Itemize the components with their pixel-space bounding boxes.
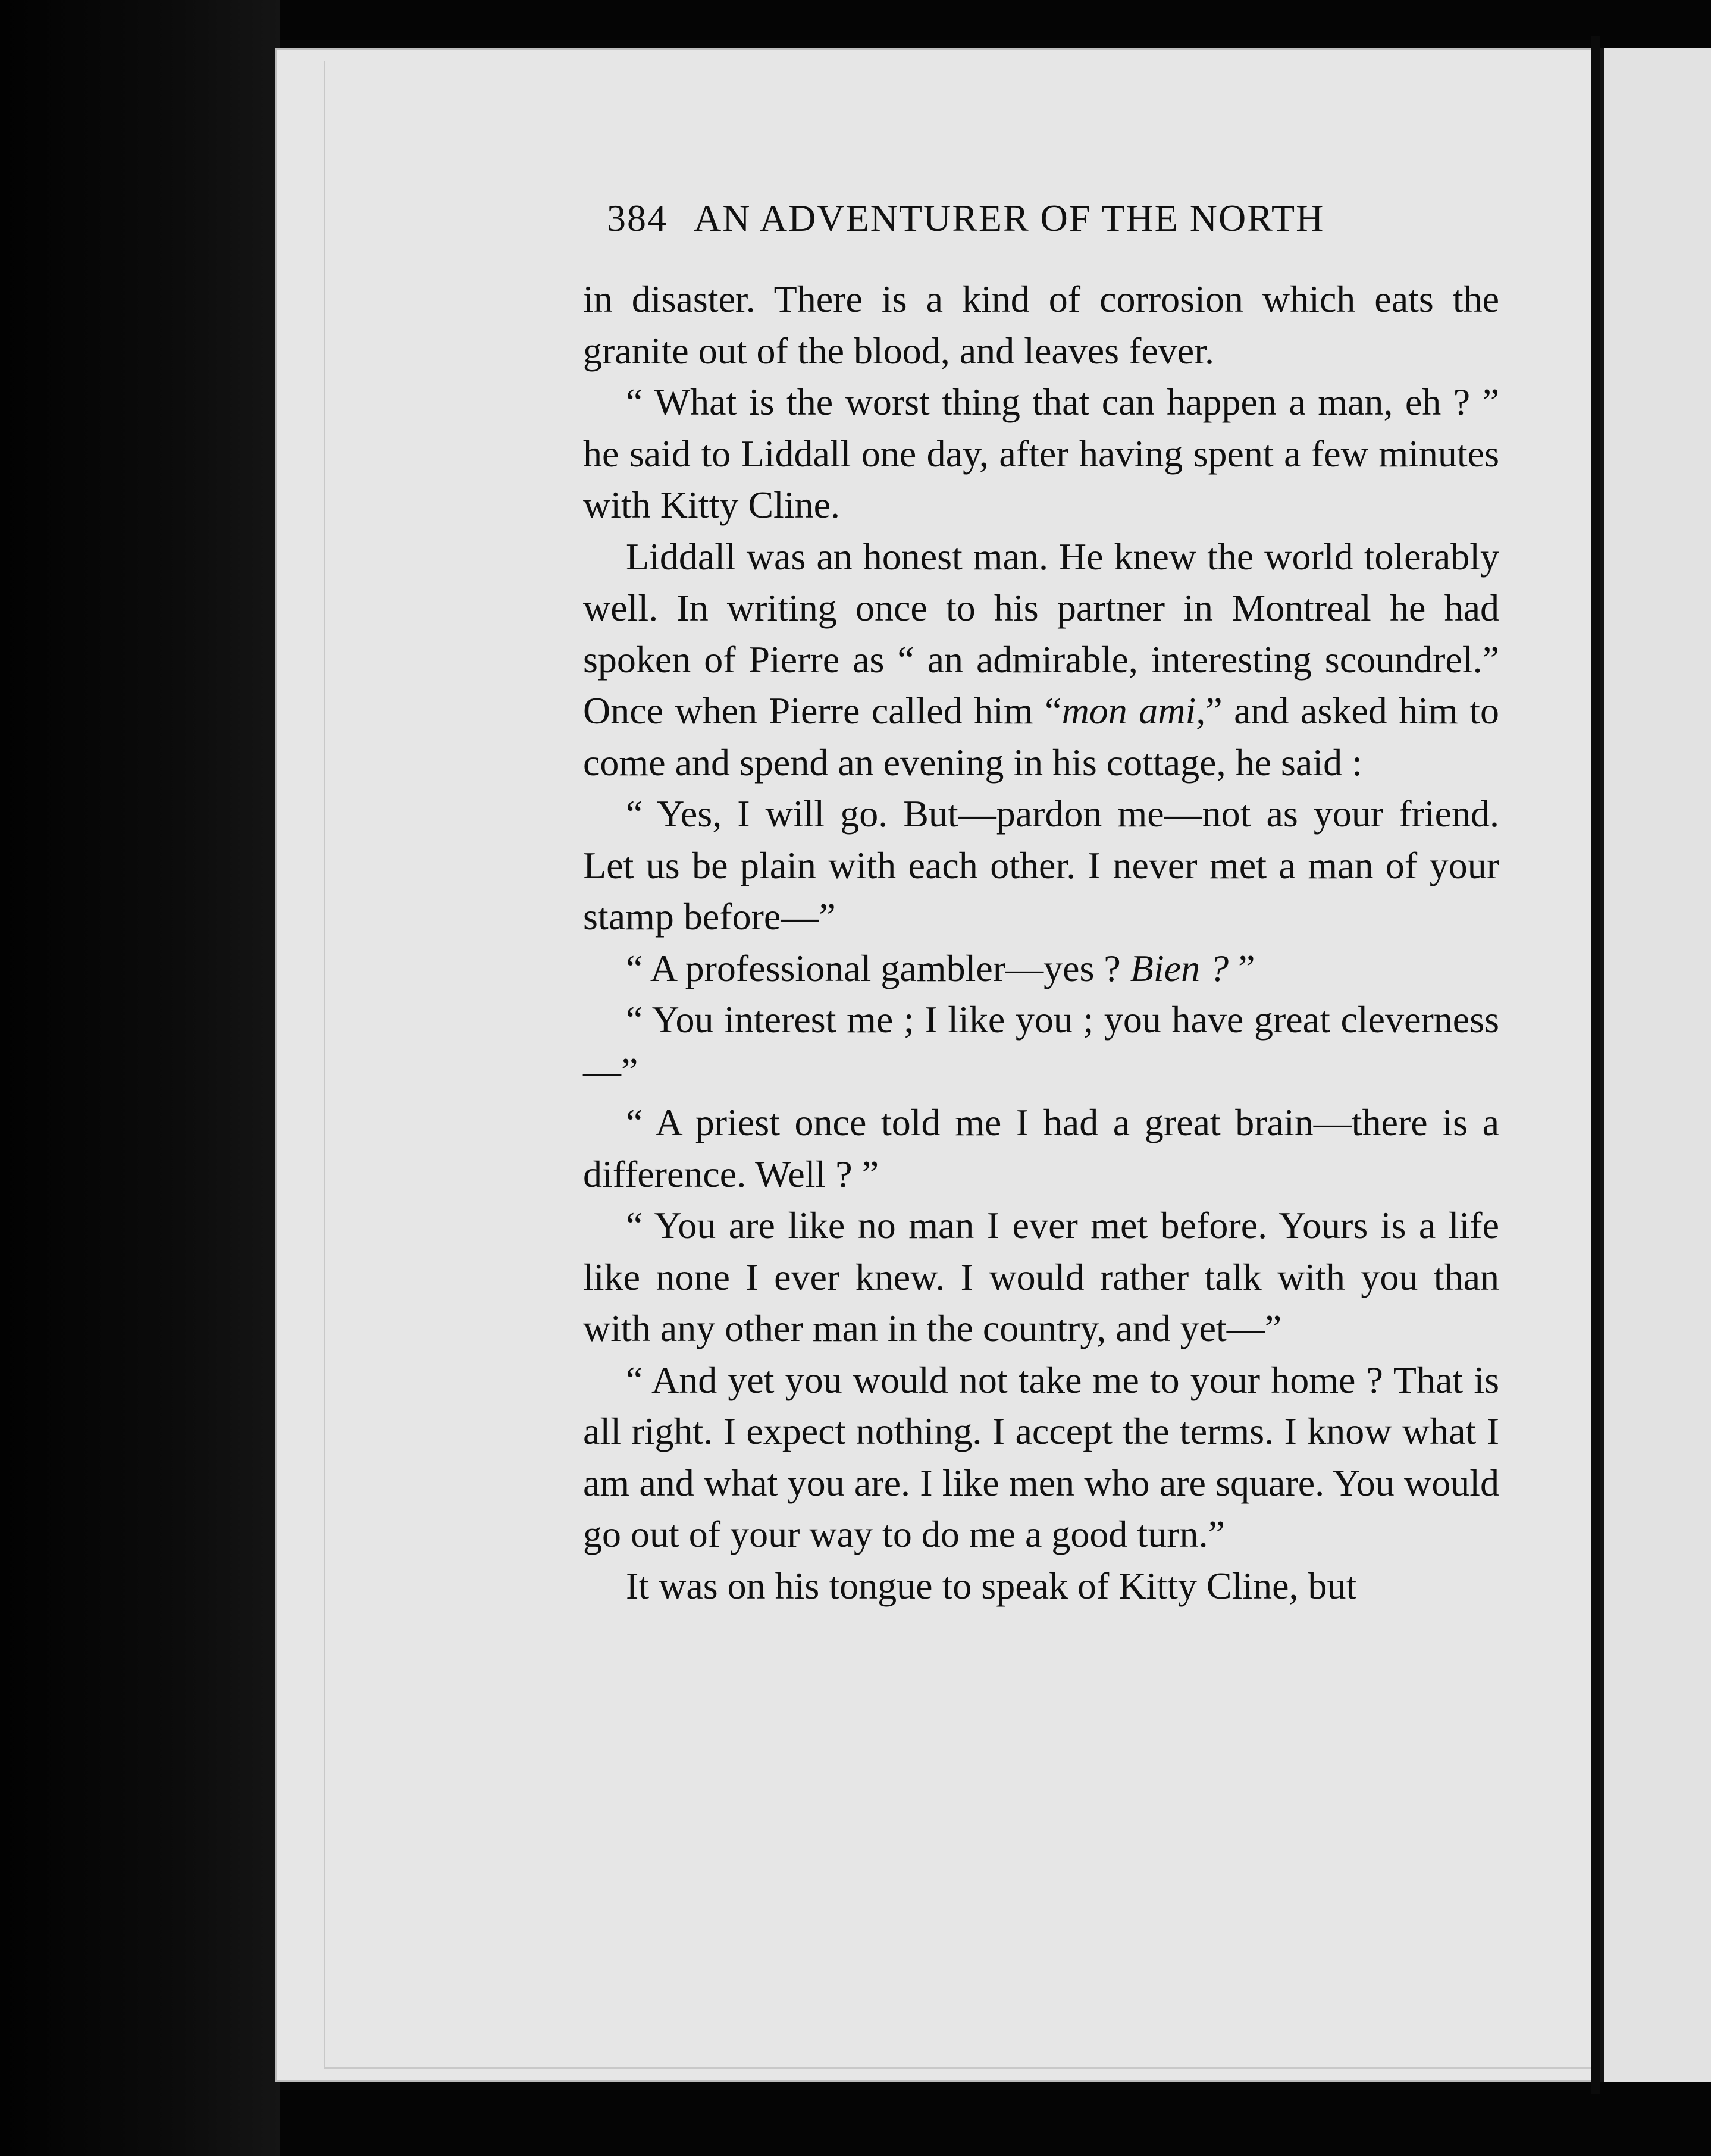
page-number: 384 <box>607 197 668 239</box>
paragraph: “ You are like no man I ever met before. Yours is a life like none I ever knew. I would rather talk with you than with any other man in the country, and yet—” <box>583 1204 1499 1349</box>
paragraph: in disaster. There is a kind of corrosion which eats the granite out of the blood, and leaves fever. <box>583 278 1499 372</box>
paragraph: “ What is the worst thing that can happen a man, eh ? ” he said to Liddall one day, after having spent a few minutes with Kitty Cline. <box>583 381 1499 526</box>
paragraph: “ A professional gambler—yes ? Bien ? ” <box>626 947 1255 989</box>
paragraph: “ A priest once told me I had a great brain—there is a difference. Well ? ” <box>583 1101 1499 1195</box>
scan-background <box>0 0 280 2156</box>
italic-phrase: Bien ? <box>1130 947 1229 989</box>
paragraph: “ And yet you would not take me to your home ? That is all right. I expect nothing. I accept the terms. I know what I am and what you are. I like men who are square. You would go out of your way to do me a good turn.” <box>583 1358 1499 1555</box>
running-header <box>607 196 1416 250</box>
page-gutter <box>1591 36 1600 2094</box>
adjacent-page-edge <box>1600 48 1711 2082</box>
body-text <box>583 274 1499 1612</box>
paragraph: “ Yes, I will go. But—pardon me—not as your friend. Let us be plain with each other. I never met a man of your stamp before—” <box>583 792 1499 938</box>
italic-phrase: mon ami, <box>1061 690 1206 732</box>
paragraph: “ You interest me ; I like you ; you have great cleverness—” <box>583 998 1499 1092</box>
paragraph: Liddall was an honest man. He knew the world tolerably well. In writing once to his partner in Montreal he had spoken of Pierre as “ an admirable, interesting scoundrel.” Once when Pierre called him “mon ami,” and asked him to come and spend an evening in his cottage, he said : <box>583 535 1499 784</box>
running-title: AN ADVENTURER OF THE NORTH <box>694 197 1325 239</box>
paragraph: It was on his tongue to speak of Kitty Cline, but <box>626 1564 1357 1607</box>
